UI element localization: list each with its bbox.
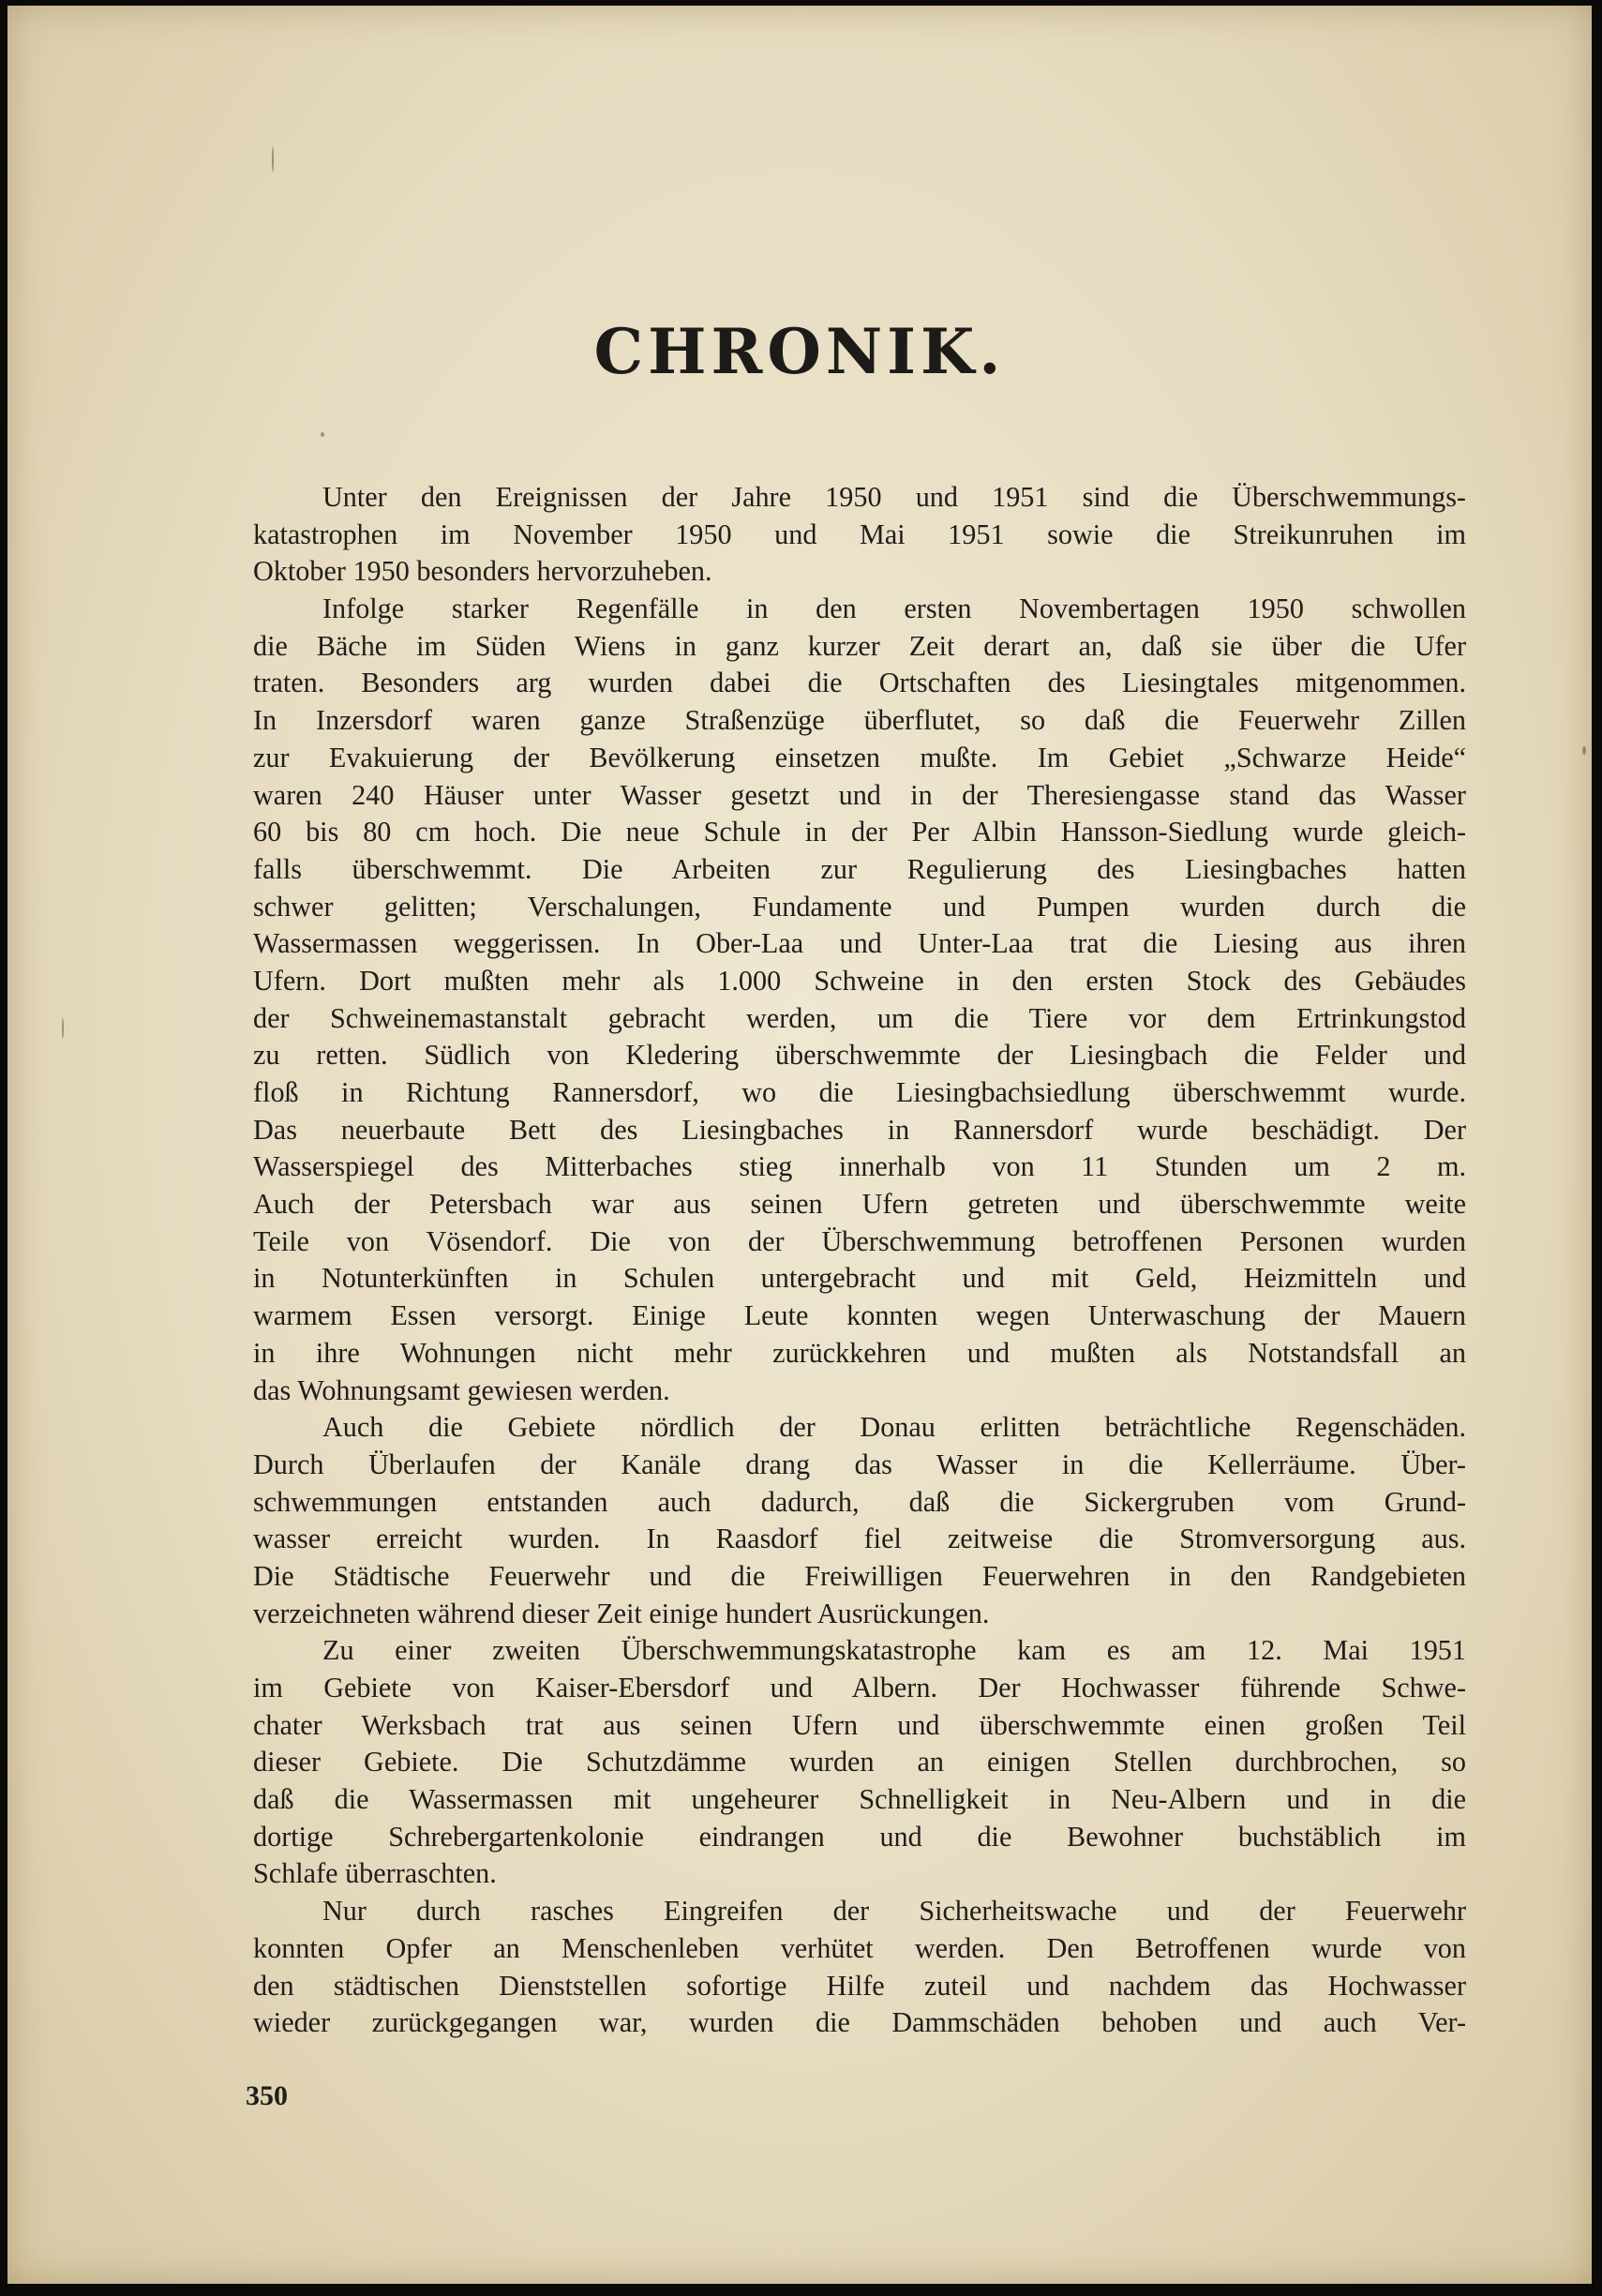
paragraph: [253, 591, 1466, 1409]
text-line: warmem Essen versorgt. Einige Leute konnten wegen Unterwaschung der Mauern: [253, 1299, 1466, 1332]
paragraph: [253, 479, 1466, 591]
text-line: falls überschwemmt. Die Arbeiten zur Regulierung des Liesingbaches hatten: [253, 852, 1466, 885]
page-number: 350: [246, 2080, 288, 2111]
text-line: in Notunterkünften in Schulen untergebracht und mit Geld, Heizmitteln und: [253, 1262, 1466, 1295]
paragraph: [253, 1893, 1466, 2042]
body-text: [253, 479, 1466, 2042]
text-line: 60 bis 80 cm hoch. Die neue Schule in der Per Albin Hansson-Siedlung wurde gleich-: [253, 816, 1466, 848]
text-line: floß in Richtung Rannersdorf, wo die Liesingbachsiedlung überschwemmt wurde.: [253, 1076, 1466, 1108]
text-line: konnten Opfer an Menschenleben verhütet werden. Den Betroffenen wurde von: [253, 1931, 1466, 1964]
text-line: Zu einer zweiten Überschwemmungskatastrophe kam es am 12. Mai 1951: [322, 1634, 1466, 1667]
text-line: Auch der Petersbach war aus seinen Ufern getreten und überschwemmte weite: [253, 1188, 1466, 1221]
text-line: zur Evakuierung der Bevölkerung einsetzen mußte. Im Gebiet „Schwarze Heide“: [253, 741, 1466, 773]
paper-speck: [62, 1018, 64, 1039]
text-line: die Bäche im Süden Wiens in ganz kurzer Zeit derart an, daß sie über die Ufer: [253, 629, 1466, 662]
paper-speck: [321, 432, 324, 437]
page-title: CHRONIK.: [593, 315, 1006, 388]
text-line: traten. Besonders arg wurden dabei die Ortschaften des Liesingtales mitgenommen.: [253, 667, 1466, 699]
text-line: wasser erreicht wurden. In Raasdorf fiel zeitweise die Stromversorgung aus.: [253, 1523, 1466, 1555]
text-line: chater Werksbach trat aus seinen Ufern und überschwemmte einen großen Teil: [253, 1708, 1466, 1741]
text-line: zu retten. Südlich von Kledering überschwemmte der Liesingbach die Felder und: [253, 1039, 1466, 1072]
text-line: dortige Schrebergartenkolonie eindrangen und die Bewohner buchstäblich im: [253, 1820, 1466, 1853]
text-line: waren 240 Häuser unter Wasser gesetzt und in der Theresiengasse stand das Wasser: [253, 778, 1466, 811]
text-line: Nur durch rasches Eingreifen der Sicherheitswache und der Feuerwehr: [322, 1895, 1466, 1928]
text-line: Durch Überlaufen der Kanäle drang das Wasser in die Kellerräume. Über-: [253, 1448, 1466, 1480]
text-line: wieder zurückgegangen war, wurden die Dammschäden behoben und auch Ver-: [253, 2006, 1466, 2039]
text-line: Ufern. Dort mußten mehr als 1.000 Schweine in den ersten Stock des Gebäudes: [253, 964, 1466, 997]
text-line: Oktober 1950 besonders hervorzuheben.: [253, 555, 712, 588]
paragraph: [253, 1409, 1466, 1632]
text-line: im Gebiete von Kaiser-Ebersdorf und Albern. Der Hochwasser führende Schwe-: [253, 1672, 1466, 1703]
text-line: der Schweinemastanstalt gebracht werden, um die Tiere vor dem Ertrinkungstod: [253, 1001, 1466, 1034]
text-line: Infolge starker Regenfälle in den ersten Novembertagen 1950 schwollen: [322, 593, 1466, 625]
text-line: verzeichneten während dieser Zeit einige hundert Ausrückungen.: [253, 1597, 990, 1629]
text-line: den städtischen Dienststellen sofortige Hilfe zuteil und nachdem das Hochwasser: [253, 1969, 1466, 2002]
text-line: dieser Gebiete. Die Schutzdämme wurden an einigen Stellen durchbrochen, so: [253, 1746, 1466, 1778]
text-line: Wassermassen weggerissen. In Ober-Laa und Unter-Laa trat die Liesing aus ihren: [253, 927, 1466, 960]
text-line: Das neuerbaute Bett des Liesingbaches in Rannersdorf wurde beschädigt. Der: [253, 1113, 1466, 1146]
text-line: Schlafe überraschten.: [253, 1857, 497, 1890]
text-line: Die Städtische Feuerwehr und die Freiwilligen Feuerwehren in den Randgebieten: [253, 1559, 1466, 1592]
text-line: Unter den Ereignissen der Jahre 1950 und 1951 sind die Überschwemmungs-: [322, 481, 1466, 513]
paragraph: [253, 1632, 1466, 1893]
text-line: schwer gelitten; Verschalungen, Fundamente und Pumpen wurden durch die: [253, 890, 1466, 923]
document-page: [7, 6, 1592, 2284]
text-line: das Wohnungsamt gewiesen werden.: [253, 1373, 670, 1406]
text-line: schwemmungen entstanden auch dadurch, daß die Sickergruben vom Grund-: [253, 1485, 1466, 1518]
text-line: Auch die Gebiete nördlich der Donau erlitten beträchtliche Regenschäden.: [322, 1411, 1466, 1444]
paper-speck: [1582, 746, 1586, 755]
text-line: in ihre Wohnungen nicht mehr zurückkehren und mußten als Notstandsfall an: [253, 1336, 1466, 1369]
text-line: daß die Wassermassen mit ungeheurer Schnelligkeit in Neu-Albern und in die: [253, 1783, 1466, 1816]
text-line: katastrophen im November 1950 und Mai 1951 sowie die Streikunruhen im: [253, 518, 1466, 550]
text-line: Teile von Vösendorf. Die von der Überschwemmung betroffenen Personen wurden: [253, 1224, 1466, 1257]
paper-speck: [272, 146, 274, 173]
text-line: Wasserspiegel des Mitterbaches stieg innerhalb von 11 Stunden um 2 m.: [253, 1150, 1466, 1183]
text-line: In Inzersdorf waren ganze Straßenzüge überflutet, so daß die Feuerwehr Zillen: [253, 704, 1466, 737]
